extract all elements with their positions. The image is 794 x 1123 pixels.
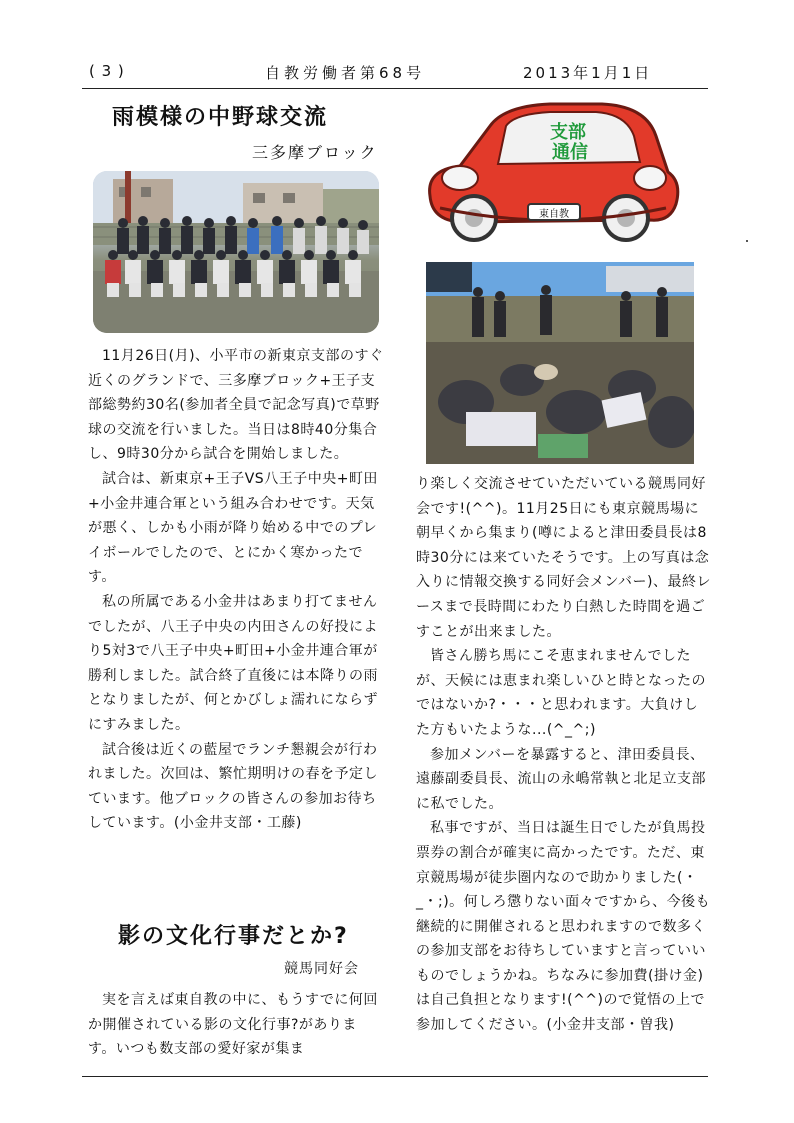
article1-paragraph: 11月26日(月)、小平市の新東京支部のすぐ近くのグランドで、三多摩ブロック+王子支部総勢約30名(参加者全員で記念写真)で草野球の交流を行いました。当日は8時40分集合し、9時30分から試合を開始しました。 [88,348,384,463]
issue-date: 2013年1月1日 [523,64,653,82]
stray-mark [746,240,748,242]
logo-line2: 通信 [552,142,588,163]
branch-news-car-logo [420,96,682,252]
page-number: ( 3 ) [89,62,125,80]
header-rule [82,88,708,89]
article2-body-left [88,988,384,1062]
article1-headline: 雨模様の中野球交流 [112,105,329,130]
article2-body-right [416,472,712,1038]
article2-paragraph: り楽しく交流させていただいている競馬同好会です!(^^)。11月25日にも東京競馬場に朝早くから集まり(噂によると津田委員長は8時30分には来ていたそうです。上の写真は念入りに情報交換する同好会メンバー)、最終レースまで長時間にわたり白熱した時間を過ごすことが出来ました。 [416,476,711,640]
logo-line1: 支部 [550,122,586,143]
article2-paragraph: 参加メンバーを暴露すると、津田委員長、遠藤副委員長、流山の永嶋常執と北足立支部に私でした。 [416,746,706,812]
plate-text: 東自教 [539,209,569,220]
article1-paragraph: 試合は、新東京+王子VS八王子中央+町田+小金井連合軍という組み合わせです。天気が悪く、しかも小雨が降り始める中でのプレイボールでしたので、とにかく寒かったです。 [88,470,378,586]
horse-racing-club-photo [426,262,694,464]
article1-byline: 三多摩ブロック [252,143,378,162]
article2-paragraph: 私事ですが、当日は誕生日でしたが負馬投票券の割合が確実に高かったです。ただ、東京競馬場が徒歩圏内なので助かりました(・_・;)。何しろ懲りない面々ですから、今後も継続的に開催されると思われますので数多くの参加支部をお待ちしていますと言っていいものでしょうかね。ちなみに参加費(掛け金)は自己負担となります!(^^)ので覚悟の上で参加してください。(小金井支部・曽我) [416,820,711,1034]
footer-rule [82,1076,708,1077]
article2-headline: 影の文化行事だとか? [118,924,349,949]
article1-body [88,344,384,836]
newsletter-title: 自教労働者第68号 [265,64,426,82]
article1-paragraph: 試合後は近くの藍屋でランチ懇親会が行われました。次回は、繁忙期明けの春を予定しています。他ブロックの皆さんの参加お待ちしています。(小金井支部・工藤) [88,741,378,832]
article2-paragraph: 皆さん勝ち馬にこそ恵まれませんでしたが、天候には恵まれ楽しいひと時となったのではないか?・・・と思われます。大負けした方もいたような...(^_^;) [416,648,706,738]
page-header [85,62,705,86]
article2-byline: 競馬同好会 [284,961,359,977]
article2-paragraph: 実を言えば東自教の中に、もうすでに何回か開催されている影の文化行事?があります。いつも数支部の愛好家が集ま [88,992,378,1058]
baseball-team-photo [93,171,379,333]
article1-paragraph: 私の所属である小金井はあまり打てませんでしたが、八王子中央の内田さんの好投により5対3で八王子中央+町田+小金井連合軍が勝利しました。試合終了直後には本降りの雨となりましたが、何とかびしょ濡れにならずにすみました。 [88,593,378,733]
